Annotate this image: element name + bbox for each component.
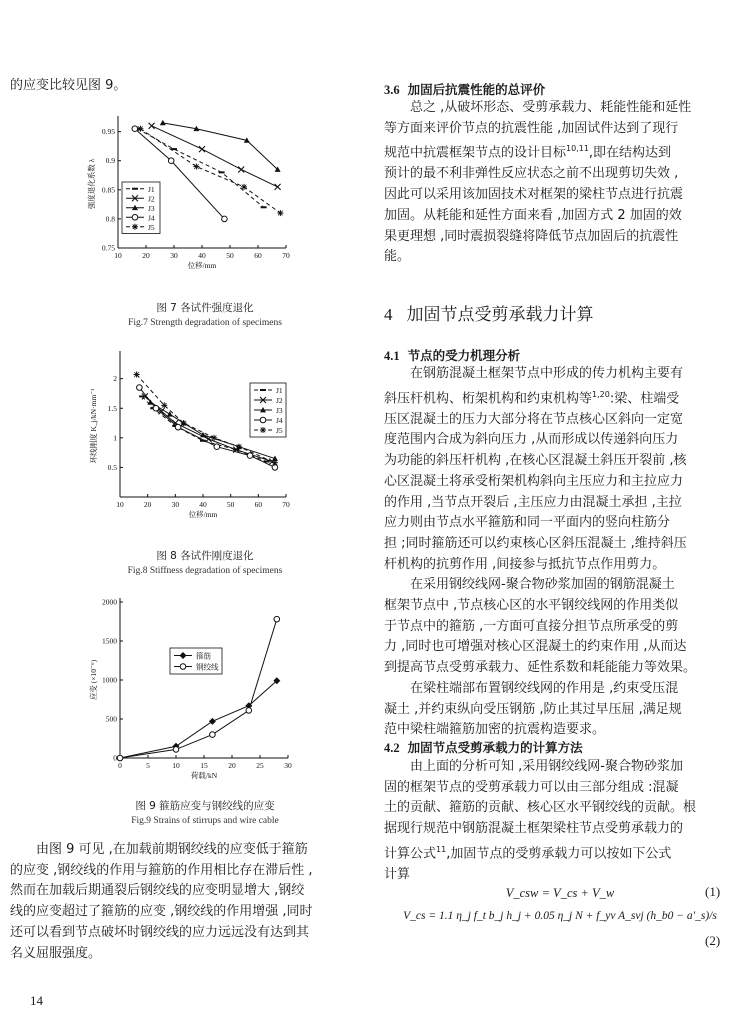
x-tick-label: 10 <box>172 761 180 770</box>
data-point <box>214 444 220 450</box>
y-tick-label: 0.85 <box>101 185 115 195</box>
data-point <box>175 424 181 430</box>
text-line: 的作用 ,当节点开裂后 ,主压应力由混凝土承担 ,主拉 <box>384 494 682 510</box>
text-line: 范中梁柱端箍筋加密的抗震构造要求。 <box>384 722 606 738</box>
data-point <box>277 210 283 216</box>
data-point <box>246 708 252 714</box>
series-钢绞线 <box>117 616 279 760</box>
x-tick-label: 50 <box>226 500 235 509</box>
data-point <box>238 166 244 172</box>
text-line: 还可以看到节点破坏时钢绞线的应力远远没有达到其 <box>10 924 310 940</box>
x-tick-label: 5 <box>146 761 150 770</box>
text-line: 杆机构的抗剪作用 ,间接参与抵抗节点作用剪力。 <box>384 556 666 572</box>
section-number: 4 <box>384 305 393 324</box>
fig8-stiffness-chart <box>80 345 295 530</box>
y-tick-label: 500 <box>105 714 117 724</box>
data-point <box>209 718 216 725</box>
text-line: 名义屈服强度。 <box>10 945 102 961</box>
fig9-caption-cn: 图 9 箍筋应变与钢绞线的应变 <box>135 800 275 812</box>
text-line: 计算 <box>384 866 411 882</box>
data-point <box>117 755 123 761</box>
data-point <box>153 405 159 411</box>
legend-label: J1 <box>276 386 283 395</box>
legend-label: J4 <box>148 213 155 223</box>
data-point <box>236 444 242 450</box>
fig8-caption-cn: 图 8 各试件刚度退化 <box>156 550 254 562</box>
legend-label: J2 <box>148 194 155 204</box>
data-point <box>134 372 140 378</box>
legend-marker <box>260 427 266 433</box>
fig7-strength-chart <box>80 110 295 280</box>
text-line: 到提高节点受剪承载力、延性系数和耗能能力等效果。 <box>384 660 697 676</box>
text-line: 计算公式$^{11}$,加固节点的受剪承载力可以按如下公式 <box>384 844 672 862</box>
y-tick-label: 1500 <box>102 636 117 646</box>
text-line: 因此可以采用该加固技术对框架的梁柱节点进行抗震 <box>384 187 684 203</box>
section-3-6-heading <box>384 80 545 98</box>
data-point <box>193 164 199 170</box>
data-point <box>222 216 228 222</box>
x-tick-label: 15 <box>200 761 208 770</box>
x-tick-label: 20 <box>228 761 236 770</box>
text-line: 线的应变超过了箍筋的应变 ,钢绞线的作用增强 ,同时 <box>10 904 313 920</box>
para-3-6 <box>384 98 736 268</box>
data-point <box>211 435 217 441</box>
text-line: 为功能的斜压杆机构 ,在核心区混凝土斜压开裂前 ,核 <box>384 453 687 469</box>
x-tick-label: 60 <box>254 251 262 260</box>
data-point <box>132 126 138 132</box>
x-tick-label: 40 <box>199 500 207 509</box>
data-point <box>261 206 267 208</box>
series-箍筋 <box>117 677 281 761</box>
intro-line: 的应变比较见图 9。 <box>10 78 127 93</box>
text-line: 预计的最不利非弹性反应状态之前不出现剪切失效 , <box>384 166 679 182</box>
y-tick-label: 1.5 <box>107 403 117 413</box>
text-line: 然而在加载后期通裂后钢绞线的应变明显增大 ,钢绞 <box>10 883 305 899</box>
citation: 11 <box>436 844 447 854</box>
y-tick-label: 1 <box>113 433 117 443</box>
data-point <box>219 171 225 173</box>
data-point <box>210 732 216 738</box>
fig7-caption-cn: 图 7 各试件强度退化 <box>156 302 254 314</box>
x-axis-label: 位移/mm <box>188 510 218 519</box>
y-axis-label: 环线刚度 K_j/kN·mm⁻¹ <box>89 388 98 464</box>
data-point <box>200 432 206 437</box>
text-line: 凝土 ,并约束纵向受压钢筋 ,防止其过早压屈 ,满足规 <box>384 701 682 717</box>
equation-1: V_csw = V_cs + V_w <box>505 886 615 900</box>
x-tick-label: 0 <box>118 761 122 770</box>
section-number: 3.6 <box>384 83 400 97</box>
text-line: 土的贡献、箍筋的贡献、核心区水平钢绞线的贡献。根 <box>384 800 697 816</box>
y-tick-label: 2 <box>113 374 117 384</box>
equation-2: V_cs = 1.1 η_j f_t b_j h_j + 0.05 η_j N + f_yv A_svj (h_b0 − a′_s)/s <box>403 910 717 922</box>
legend-marker <box>132 214 138 220</box>
text-line: 于节点中的箍筋 ,一方面可直接分担节点所承受的剪 <box>384 618 679 634</box>
y-tick-label: 0.8 <box>105 214 115 224</box>
data-point <box>173 747 179 753</box>
fig9-caption-en: Fig.9 Strains of stirrups and wire cable <box>131 816 279 826</box>
y-axis-label: 应变 (×10⁻⁶) <box>89 659 98 701</box>
legend-marker <box>132 224 138 230</box>
data-point <box>149 123 155 129</box>
series-line <box>142 396 267 461</box>
text-line: 据现行规范中钢筋混凝土框架梁柱节点受剪承载力的 <box>384 821 684 837</box>
text-line: 果更理想 ,同时震损裂缝将降低节点加固后的抗震性 <box>384 228 679 244</box>
y-tick-label: 0.9 <box>105 156 115 166</box>
legend-label: J3 <box>276 406 283 415</box>
y-axis-label: 强度退化系数 λ <box>87 158 96 210</box>
x-tick-label: 20 <box>142 251 150 260</box>
text-line: 在采用钢绞线网-聚合物砂浆加固的钢筋混凝土 <box>410 577 675 593</box>
legend-marker <box>260 417 266 423</box>
section-4-2-heading: 4.2 加固节点受剪承载力的计算方法 <box>384 740 583 755</box>
section-4-heading <box>384 300 594 325</box>
x-tick-label: 60 <box>254 500 263 509</box>
series-line <box>152 126 278 187</box>
data-point <box>247 453 253 459</box>
x-axis-label: 荷载/kN <box>190 771 218 780</box>
data-point <box>272 460 278 466</box>
para-4-1 <box>384 364 736 741</box>
section-title: 加固后抗震性能的总评价 <box>407 82 546 97</box>
text-line: 总之 ,从破坏形态、受剪承载力、耗能性能和延性 <box>410 100 692 115</box>
text-line: 由上面的分析可知 ,采用钢绞线网-聚合物砂浆加 <box>410 759 683 774</box>
x-tick-label: 10 <box>116 500 124 509</box>
x-tick-label: 50 <box>226 251 234 260</box>
text-line: 力 ,同时也可增强对核心区混凝土的约束作用 ,从而达 <box>384 639 687 655</box>
fig8-caption-en: Fig.8 Stiffness degradation of specimens <box>127 566 283 576</box>
data-point <box>137 385 143 391</box>
y-tick-label: 0.5 <box>107 462 117 472</box>
x-tick-label: 40 <box>198 251 206 260</box>
text-line: 规范中抗震框架节点的设计目标$^{10,11}$,即在结构达到 <box>384 144 672 161</box>
text-line: 斜压杆机构、桁架机构和约束机构等$^{1,20}$:梁、柱端受 <box>384 389 680 407</box>
legend-label: J1 <box>148 184 155 194</box>
y-tick-label: 0 <box>113 753 117 763</box>
text-line: 加固。从耗能和延性方面来看 ,加固方式 2 加固的效 <box>384 207 682 223</box>
data-point <box>137 126 143 132</box>
legend-label: J5 <box>148 222 155 232</box>
legend-marker <box>132 188 138 190</box>
data-point <box>161 402 167 408</box>
text-line: 心区混凝土将承受桁架机构斜向主压应力和主拉应力 <box>384 473 684 489</box>
page-number: 14 <box>30 993 43 1008</box>
text-line: 在梁柱端部布置钢绞线网的作用是 ,约束受压混 <box>410 680 679 696</box>
x-tick-label: 10 <box>114 251 122 260</box>
x-tick-label: 70 <box>282 251 290 260</box>
fig7-caption-en: Fig.7 Strength degradation of specimens <box>128 318 282 328</box>
section-title: 加固节点受剪承载力计算 <box>406 305 594 325</box>
y-tick-label: 2000 <box>102 597 117 607</box>
x-tick-label: 30 <box>284 761 292 770</box>
x-tick-label: 20 <box>143 500 152 509</box>
text-line: 应力则由节点水平箍筋和同一平面内的竖向柱筋分 <box>384 515 671 531</box>
legend-label: J4 <box>276 416 283 425</box>
text-line: 在钢筋混凝土框架节点中形成的传力机构主要有 <box>410 366 684 381</box>
legend-marker <box>260 389 266 391</box>
legend-marker <box>180 664 186 670</box>
y-tick-label: 0.95 <box>101 127 115 137</box>
para-4-2 <box>384 757 736 886</box>
text-line: 度范围内合成为斜向压力 ,从而形成以传递斜向压力 <box>384 432 679 448</box>
y-tick-label: 0.75 <box>101 243 115 253</box>
text-line: 的应变 ,钢绞线的作用与箍筋的作用相比存在滞后性 , <box>10 862 313 878</box>
left-paragraph <box>10 840 365 964</box>
text-line: 固的框架节点的受剪承载力可以由三部分组成 :混凝 <box>384 779 679 795</box>
x-tick-label: 30 <box>170 251 178 260</box>
legend-label: 箍筋 <box>196 651 211 661</box>
x-tick-label: 25 <box>256 761 264 770</box>
legend-label: J3 <box>148 203 155 213</box>
text-line: 由图 9 可见 ,在加载前期钢绞线的应变低于箍筋 <box>36 842 308 857</box>
y-tick-label: 1000 <box>102 675 117 685</box>
series-line <box>140 129 280 213</box>
series-J3 <box>160 120 281 172</box>
x-tick-label: 70 <box>282 500 290 509</box>
data-point <box>181 420 187 426</box>
data-point <box>199 146 205 152</box>
x-tick-label: 30 <box>171 500 180 509</box>
data-point <box>275 184 281 190</box>
data-point <box>241 184 247 190</box>
legend-label: 钢绞线 <box>196 662 219 672</box>
data-point <box>274 616 280 622</box>
equation-1-number: (1) <box>705 884 721 899</box>
citation: 1,20 <box>592 389 610 399</box>
legend-label: J2 <box>276 396 283 405</box>
text-line: 框架节点中 ,节点核心区的水平钢绞线网的作用类似 <box>384 598 679 614</box>
fig9-strain-chart <box>80 592 305 790</box>
data-point <box>160 120 166 125</box>
series-line <box>120 681 277 758</box>
series-line <box>120 619 277 758</box>
section-4-1-heading: 4.1 节点的受力机理分析 <box>384 348 521 363</box>
data-point <box>168 158 174 164</box>
x-axis-label: 位移/mm <box>187 261 217 270</box>
equation-2-number: (2) <box>705 933 721 948</box>
text-line: 担 ;同时箍筋还可以约束核心区斜压混凝土 ,维持斜压 <box>384 535 687 551</box>
citation: 10,11 <box>566 144 589 154</box>
text-line: 等方面来评价节点的抗震性能 ,加固试件达到了现行 <box>384 120 679 136</box>
legend-label: J5 <box>276 426 283 435</box>
series-line <box>163 123 278 170</box>
text-line: 压区混凝土的压力大部分将在节点核心区斜向一定宽 <box>384 411 684 427</box>
text-line: 能。 <box>384 249 411 265</box>
